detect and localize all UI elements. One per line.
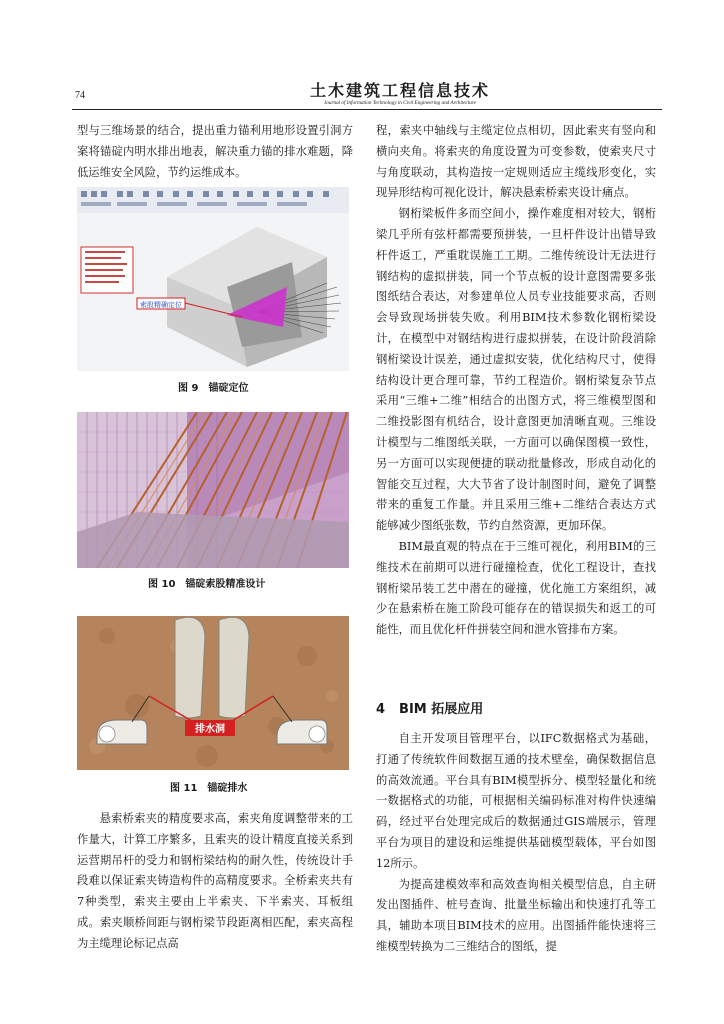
figure-11-label: 排水洞 [195, 724, 225, 735]
section-number: 4 [376, 702, 386, 717]
paragraph: 悬索桥索夹的精度要求高，索夹角度调整带来的工作量大，计算工序繁多，且索夹的设计精度直接关系到运营期吊杆的受力和钢桁梁结构的耐久性，传统设计手段难以保证索夹铸造构件的高精度要求。全桥索夹共有7种类型，索夹主要由上半索夹、下半索夹、耳板组成。索夹顺桥间距与钢桁梁节段距离相匹配，索夹高程为主缆理论标记点高 [77, 812, 353, 950]
section-title: BIM 拓展应用 [399, 702, 484, 717]
journal-subtitle: Journal of Information Technology in Civil Engineering and Architecture [323, 100, 477, 106]
paragraph: 为提高建模效率和高效查询相关模型信息，自主研发出图插件、桩号查询、批量坐标输出和快速打孔等工具，辅助本项目BIM技术的应用。出图插件能快速将三维模型转换为二三维结合的图纸，提 [376, 877, 656, 953]
figure-9-label: 索股精确定位 [140, 301, 182, 309]
paragraph: 钢桁梁板件多而空间小，操作难度相对较大，钢桁梁几乎所有弦杆都需要预拼装，一旦杆件设计出错导致杆件返工，严重耽误施工工期。二维传统设计无法进行钢结构的虚拟拼装，同一个节点板的设计意图需要多张图纸结合表达，对参建单位人员专业技能要求高，否则会导致现场拼装失败。利用BIM技术参数化钢桁梁设计，在模型中对钢结构进行虚拟拼装，在设计阶段消除钢桁梁设计误差，通过虚拟安装，优化结构尺寸，使得结构设计更合理可靠，节约工程造价。钢桁梁复杂节点采用“三维+二维”相结合的出图方式，将三维模型图和二维投影图有机结合，设计意图更加清晰直观。三维设计模型与二维图纸关联，一方面可以确保图模一致性，另一方面可以实现便捷的联动批量修改，形成自动化的智能交互过程，大大节省了设计制图时间，避免了调整带来的重复工作量。并且采用三维+二维结合表达方式能够减少图纸张数，节约自然资源，更加环保。 [376, 207, 656, 533]
paragraph: 程，索夹中轴线与主缆定位点相切，因此索夹有竖向和横向夹角。将索夹的角度设置为可变参数，使索夹尺寸与角度联动，其构造按一定规则适应主缆线形变化，实现异形结构可视化设计，解决悬索桥索夹设计痛点。 [376, 124, 656, 200]
figure-11-image [77, 616, 349, 770]
figure-number: 图 9 [178, 383, 199, 394]
paragraph: BIM最直观的特点在于三维可视化，利用BIM的三维技术在前期可以进行碰撞检查，优化工程设计，查找钢桁梁吊装工艺中潜在的碰撞，优化施工方案组织，减少在悬索桥在施工阶段可能存在的错误损失和返工的可能性，而且优化杆件拼装空间和泄水管排布方案。 [376, 539, 656, 637]
figure-number: 图 11 [170, 783, 198, 794]
section-heading [376, 698, 483, 717]
figure-10-caption [148, 575, 265, 590]
paragraph: 自主开发项目管理平台，以IFC数据格式为基础，打通了传统软件间数据互通的技术壁垒，确保数据信息的高效流通。平台具有BIM模型拆分、模型轻量化和统一数据格式的功能，可根据相关编码标准对构件快速编码，经过平台处理完成后的数据通过GIS端展示，管理平台为项目的建设和运维提供基础模型载体，平台如图12所示。 [376, 732, 656, 870]
figure-11-caption [170, 779, 247, 794]
figure-title: 锚碇定位 [208, 383, 249, 394]
right-column-top [376, 121, 656, 641]
paragraph: 型与三维场景的结合，提出重力锚利用地形设置引洞方案将锚碇内明水排出地表，解决重力锚的排水难题，降低运维安全风险，节约运维成本。 [77, 124, 353, 179]
figure-9-image [77, 187, 349, 371]
figure-10-image [77, 412, 349, 568]
right-column-bottom [376, 729, 656, 958]
figure-9-caption [178, 379, 248, 394]
figure-title: 锚碇排水 [207, 783, 248, 794]
figure-title: 锚碇索股精准设计 [185, 579, 266, 590]
left-column-bottom [77, 809, 353, 955]
figure-number: 图 10 [148, 579, 176, 590]
left-column-top [77, 121, 353, 183]
header-rule [72, 109, 662, 110]
journal-title: 土木建筑工程信息技术 [309, 81, 490, 100]
page-number: 74 [75, 90, 85, 101]
